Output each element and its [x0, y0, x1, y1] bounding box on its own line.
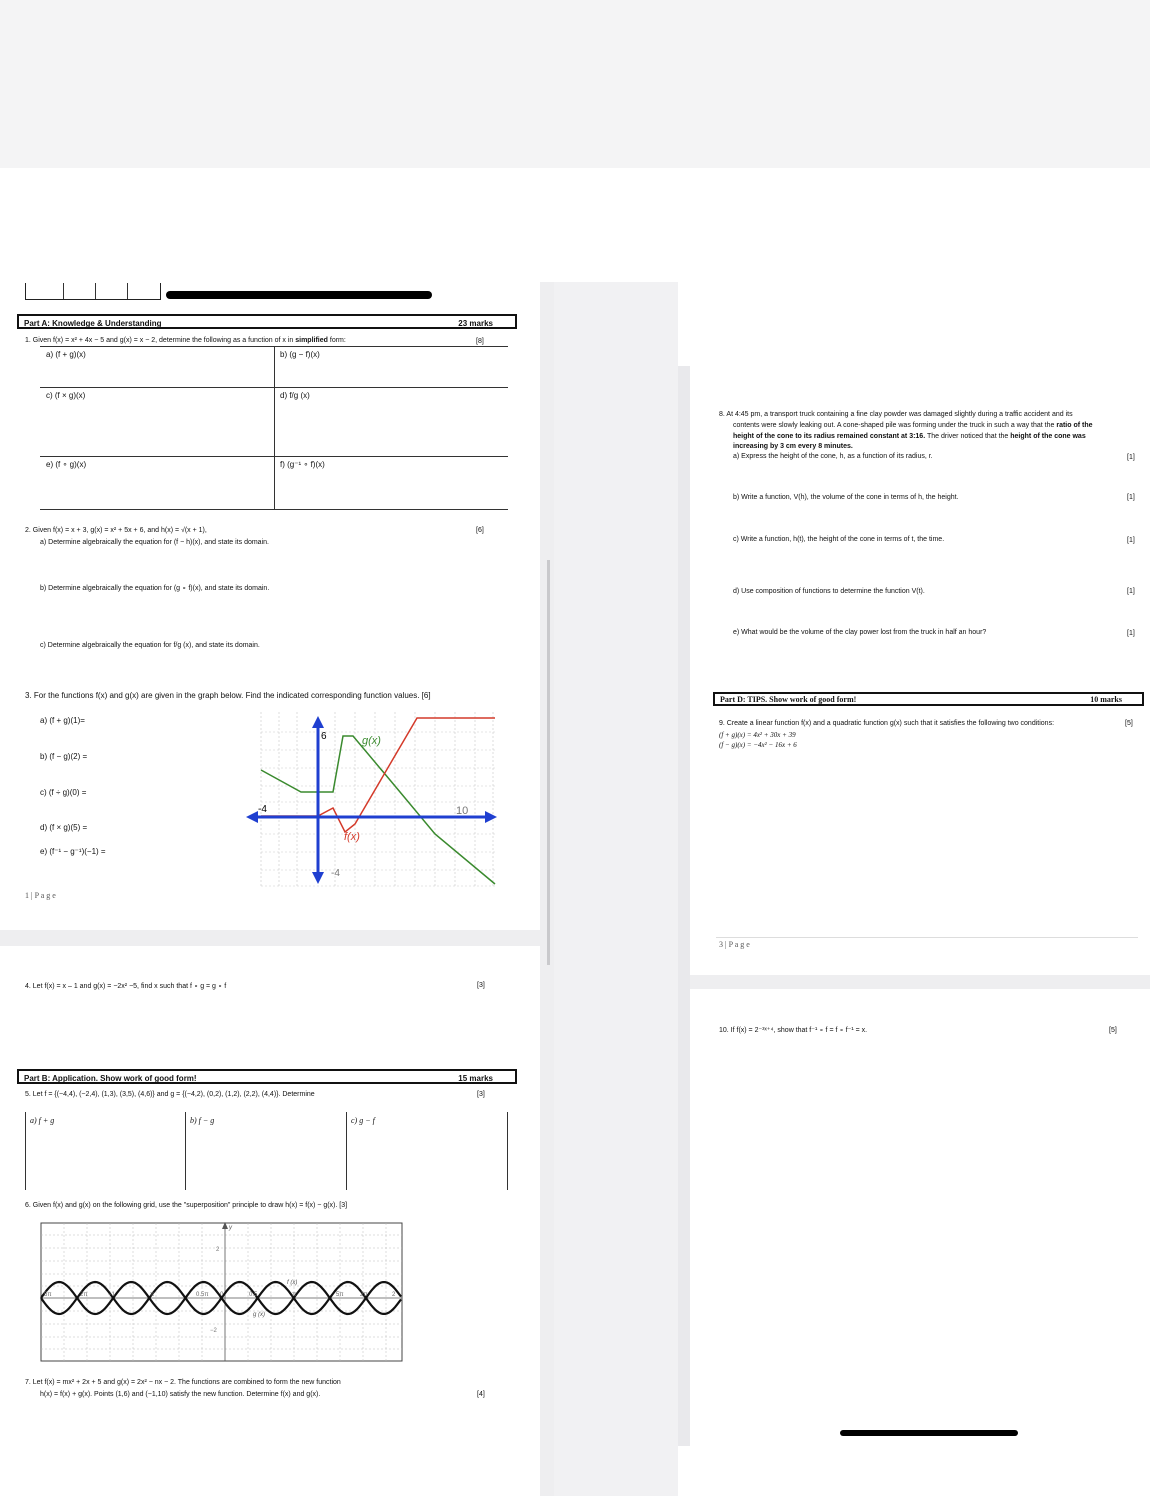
part-a-marks: 23 marks [458, 319, 493, 328]
page-1-footer: 1 | P a g e [25, 891, 56, 900]
name-bar [166, 291, 432, 299]
q2-marks: [6] [476, 527, 484, 534]
q6-label-f: f (x) [287, 1280, 298, 1286]
q5-cell-border [507, 1112, 508, 1190]
page-gap-left [0, 930, 540, 946]
q6-tick: π [292, 1292, 297, 1298]
q6-tick: 5π [336, 1292, 344, 1298]
q8-part-c: c) Write a function, h(t), the height of the cone in terms of t, the time. [733, 536, 945, 543]
q5-cell-border [25, 1112, 26, 1190]
label-six: 6 [321, 731, 327, 742]
q7-line-2: h(x) = f(x) + g(x). Points (1,6) and (−1,10) satisfy the new function. Determine f(x) and g(x). [40, 1391, 321, 1398]
box-divider [127, 283, 128, 299]
q6-tick: 2π [360, 1292, 368, 1298]
q1-cell-e: e) (f ∘ g)(x) [46, 460, 87, 469]
q3-item-c: c) (f ÷ g)(0) = [40, 788, 87, 797]
q5-cell-b: b) f − g [190, 1116, 215, 1125]
q6-tick: −1 [108, 1292, 115, 1298]
q2-part-c: c) Determine algebraically the equation for f/g (x), and state its domain. [40, 642, 260, 649]
q8-line-3: height of the cone to its radius remained constant at 3:16. The driver noticed that the height of the cone was [733, 433, 1086, 440]
q6-label-two: 2 [216, 1247, 220, 1253]
page-3-footer-rule [716, 937, 1138, 938]
scrollbar-track[interactable] [547, 560, 550, 965]
box-divider [63, 283, 64, 299]
q6-tick: 2π [80, 1292, 88, 1298]
q6-tick: 0.5π [196, 1292, 209, 1298]
q6-tick: 0.5 [249, 1292, 258, 1298]
q1-cell-b: b) (g − f)(x) [280, 350, 320, 359]
box-divider [95, 283, 96, 299]
q6-label-g: g (x) [253, 1312, 265, 1318]
page-gap-right [678, 975, 1150, 989]
q2-part-a: a) Determine algebraically the equation for (f − h)(x), and state its domain. [40, 539, 269, 546]
x-axis-arrow-left [246, 811, 258, 823]
part-d-header [713, 692, 1144, 706]
q8-mark-c: [1] [1127, 537, 1135, 544]
q8-intro: 8. At 4:45 pm, a transport truck containing a fine clay powder was damaged slightly during a traffic accident and its [719, 411, 1073, 418]
q6-label-neg-two: −2 [210, 1328, 217, 1334]
q6-tick: 5π [44, 1292, 52, 1298]
part-b-title: Part B: Application. Show work of good form! [24, 1074, 197, 1083]
q5-cell-c: c) g − f [351, 1116, 375, 1125]
q9-condition-2: (f − g)(x) = −4x² − 16x + 6 [719, 741, 797, 749]
part-a-header [17, 314, 517, 329]
student-number-boxes [25, 283, 161, 300]
part-b-marks: 15 marks [458, 1074, 493, 1083]
right-column-gap-left [554, 282, 678, 1496]
q6-tick: 2 [392, 1292, 396, 1298]
q9-text: 9. Create a linear function f(x) and a quadratic function g(x) such that it satisfies the following two conditions: [719, 720, 1055, 727]
top-blank-area [0, 0, 1150, 168]
q3-item-e: e) (f⁻¹ − g⁻¹)(−1) = [40, 847, 106, 856]
page-3-footer: 3 | P a g e [719, 940, 750, 949]
q9-condition-1: (f + g)(x) = 4x² + 30x + 39 [719, 731, 796, 739]
home-indicator[interactable] [840, 1430, 1018, 1436]
y-axis-arrow-up [312, 716, 324, 728]
q3-item-a: a) (f + g)(1)= [40, 716, 85, 725]
label-f-of-x: f(x) [344, 831, 360, 843]
q3-function-graph [245, 712, 500, 890]
q1-text: 1. Given f(x) = x² + 4x − 5 and g(x) = x − 2, determine the following as a function of x in simplified form: [25, 337, 346, 344]
q8-line-4: increasing by 3 cm every 8 minutes. [733, 443, 853, 450]
q1-cell-d: d) f/g (x) [280, 391, 310, 400]
q8-part-b: b) Write a function, V(h), the volume of the cone in terms of h, the height. [733, 494, 959, 501]
q8-part-a: a) Express the height of the cone, h, as a function of its radius, r. [733, 453, 933, 460]
q2-part-b: b) Determine algebraically the equation for (g ∘ f)(x), and state its domain. [40, 585, 270, 592]
q6-sinusoid-graph [40, 1220, 405, 1364]
q8-mark-d: [1] [1127, 588, 1135, 595]
part-b-header [17, 1069, 517, 1084]
q3-text: 3. For the functions f(x) and g(x) are given in the graph below. Find the indicated corresponding function values. [6] [25, 691, 431, 700]
label-ten: 10 [456, 805, 469, 817]
q6-tick: 0 [220, 1292, 224, 1298]
q3-item-b: b) (f − g)(2) = [40, 752, 88, 761]
q8-line-2: contents were slowly leaking out. A cone-shaped pile was forming under the truck in such a way that the ratio of the [733, 422, 1093, 429]
q5-cell-border [185, 1112, 186, 1190]
q1-cell-f: f) (g⁻¹ ∘ f)(x) [280, 460, 325, 469]
q5-text: 5. Let f = {(−4,4), (−2,4), (1,3), (3,5), (4,6)} and g = {(−4,2), (0,2), (1,2), (2,2), (4,4)}. Determine [25, 1091, 315, 1098]
q9-marks: [5] [1125, 720, 1133, 727]
q8-part-e: e) What would be the volume of the clay power lost from the truck in half an hour? [733, 629, 987, 636]
q8-mark-b: [1] [1127, 494, 1135, 501]
label-neg-four-x: -4 [258, 804, 267, 815]
q4-marks: [3] [477, 982, 485, 989]
part-d-marks: 10 marks [1090, 695, 1122, 704]
q1-cell-c: c) (f × g)(x) [46, 391, 86, 400]
y-axis-arrow-down [312, 872, 324, 884]
q7-marks: [4] [477, 1391, 485, 1398]
q4-text: 4. Let f(x) = x – 1 and g(x) = −2x² −5, find x such that f ∘ g = g ∘ f [25, 983, 227, 990]
q10-marks: [5] [1109, 1027, 1117, 1034]
part-d-title: Part D: TIPS. Show work of good form! [720, 695, 857, 704]
label-neg-four-y: -4 [331, 868, 340, 879]
q6-label-y: y [229, 1225, 232, 1231]
label-g-of-x: g(x) [362, 735, 381, 747]
q5-cell-a: a) f + g [30, 1116, 55, 1125]
q1-cell-a: a) (f + g)(x) [46, 350, 86, 359]
q6-tick: π [150, 1292, 155, 1298]
q5-cell-border [346, 1112, 347, 1190]
right-edge [678, 366, 690, 1446]
q1-table-divider [274, 346, 275, 510]
q10-text: 10. If f(x) = 2⁻³ˣ⁺⁴, show that f⁻¹ ∘ f = f ∘ f⁻¹ = x. [719, 1027, 868, 1034]
q2-text: 2. Given f(x) = x + 3, g(x) = x² + 5x + 6, and h(x) = √(x + 1), [25, 527, 207, 534]
part-a-title: Part A: Knowledge & Understanding [24, 319, 162, 328]
x-axis-arrow-right [485, 811, 497, 823]
q1-marks: [8] [476, 338, 484, 345]
q6-text: 6. Given f(x) and g(x) on the following grid, use the "superposition" principle to draw h(x) = f(x) − g(x). [3] [25, 1202, 348, 1209]
q7-line-1: 7. Let f(x) = mx² + 2x + 5 and g(x) = 2x² − nx − 2. The functions are combined to form the new function [25, 1379, 341, 1386]
q8-mark-e: [1] [1127, 630, 1135, 637]
q3-item-d: d) (f × g)(5) = [40, 823, 88, 832]
q8-part-d: d) Use composition of functions to determine the function V(t). [733, 588, 925, 595]
q5-marks: [3] [477, 1091, 485, 1098]
q8-mark-a: [1] [1127, 454, 1135, 461]
